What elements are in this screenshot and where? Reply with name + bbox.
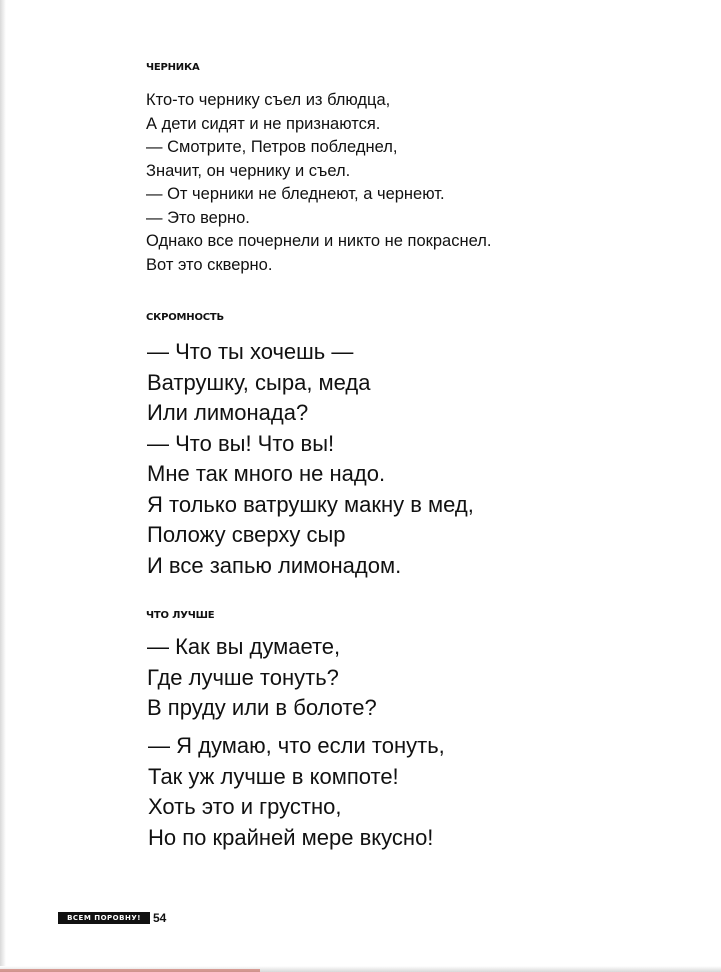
poem-title-chernika: ЧЕРНИКА xyxy=(146,62,200,73)
poem-line: Вот это скверно. xyxy=(146,255,273,274)
poem-line: Хоть это и грустно, xyxy=(148,794,342,819)
poem-line: Кто-то чернику съел из блюдца, xyxy=(146,91,391,109)
page-number: 54 xyxy=(153,910,167,925)
poem-line: Однако все почернели и никто не покраснел. xyxy=(146,232,492,250)
poem-line: Я только ватрушку макну в мед, xyxy=(147,491,474,517)
poem-line: — Это верно. xyxy=(146,208,250,227)
poem-line: Значит, он чернику и съел. xyxy=(146,161,351,180)
poem-line: Так уж лучше в компоте! xyxy=(148,763,399,789)
poem-stanza-2 xyxy=(148,731,445,853)
poem-line: Мне так много не надо. xyxy=(147,461,386,486)
poem-line: Но по крайней мере вкусно! xyxy=(148,824,434,850)
poem-title-chto-luchshe: ЧТО ЛУЧШЕ xyxy=(146,610,215,621)
poem-body-skromnost xyxy=(147,337,474,581)
poem-line: И все запью лимонадом. xyxy=(147,552,402,578)
poem-line: В пруду или в болоте? xyxy=(147,695,377,720)
poem-line: Где лучше тонуть? xyxy=(147,664,339,690)
poem-line: — Я думаю, что если тонуть, xyxy=(148,733,445,758)
poem-line: — Что вы! Что вы! xyxy=(147,430,335,456)
poem-line: Или лимонада? xyxy=(147,400,309,425)
poem-title-skromnost: СКРОМНОСТЬ xyxy=(146,312,224,323)
poem-stanza-1 xyxy=(147,632,377,724)
poem-body-chernika xyxy=(146,89,491,277)
page-footer xyxy=(58,910,166,925)
poem-line: — Как вы думаете, xyxy=(147,634,341,659)
poem-line: А дети сидят и не признаются. xyxy=(146,114,381,133)
series-badge: ВСЕМ ПОРОВНУ! xyxy=(58,912,150,924)
poem-line: — Что ты хочешь — xyxy=(147,339,354,364)
poem-line: Ватрушку, сыра, меда xyxy=(147,369,371,395)
poem-line: — Смотрите, Петров побледнел, xyxy=(146,138,398,156)
poem-line: Положу сверху сыр xyxy=(147,522,346,547)
poem-line: — От черники не бледнеют, а чернеют. xyxy=(146,185,445,203)
page-edge-left xyxy=(0,0,6,972)
